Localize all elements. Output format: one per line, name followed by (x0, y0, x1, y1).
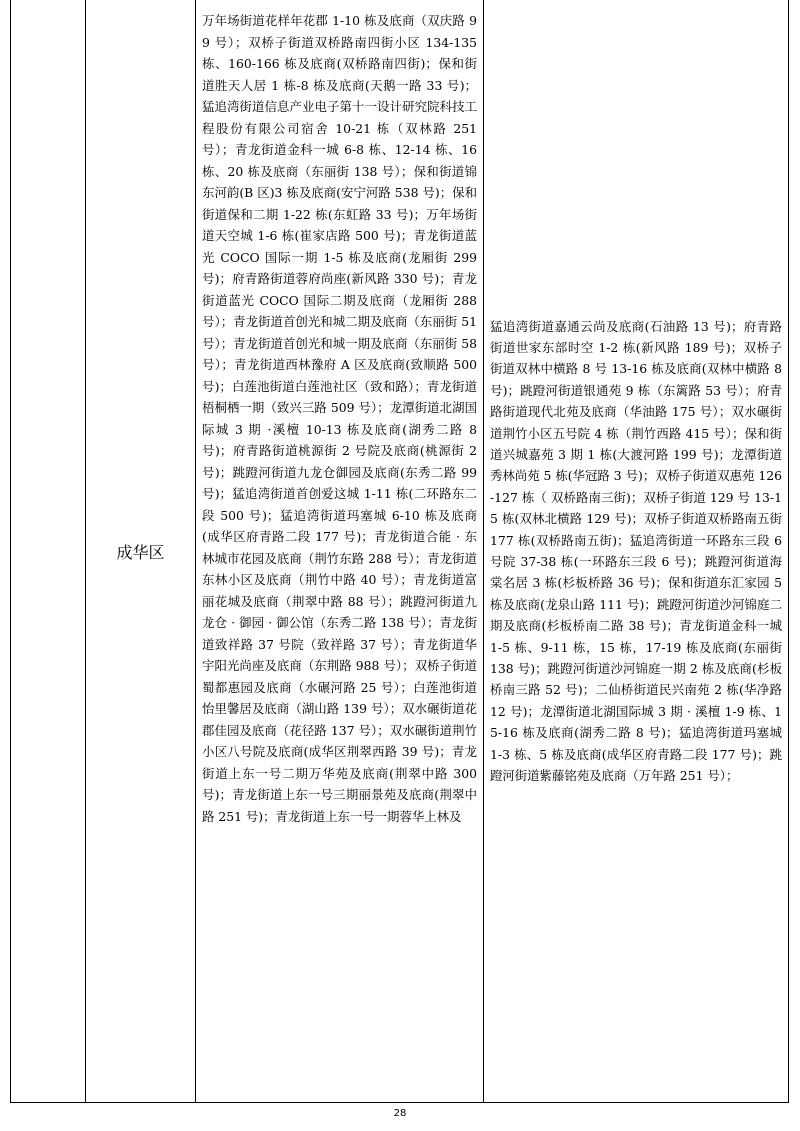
community-list-cell-2 (484, 0, 788, 1102)
community-list-text-1: 万年场街道花样年花郡 1-10 栋及底商（双庆路 99 号）；双桥子街道双桥路南四街小区 134-135 栋、160-166 栋及底商(双桥路南四街)；保和街道胜天人居 1 栋-8 栋及底商(天鹅一路 33 号)；猛追湾街道信息产业电子第十一设计研究院科技工程股份有限公司宿舍 10-21 栋（双林路 251 号）；青龙街道金科一城 6-8 栋、12-14 栋、16 栋、20 栋及底商（东丽街 138 号）；保和街道锦东河韵(B 区)3 栋及底商(安宁河路 538 号)；保和街道保和二期 1-22 栋(东虹路 33 号)；万年场街道天空城 1-6 栋(崔家店路 500 号)；青龙街道蓝光 COCO 国际一期 1-5 栋及底商(龙厢街 299 号)；府青路街道蓉府尚座(新风路 330 号)；青龙街道蓝光 COCO 国际二期及底商（龙厢街 288 号）；青龙街道首创光和城二期及底商（东丽街 51 号）；青龙街道首创光和城一期及底商（东丽街 58 号）；青龙街道西林豫府 A 区及底商(致顺路 500 号)；白莲池街道白莲池社区（致和路）；青龙街道梧桐栖一期（致兴三路 509 号）；龙潭街道北湖国际城 3 期 ·溪檀 10-13 栋及底商(湖秀二路 8 号)；府青路街道桃源街 2 号院及底商(桃源街 2 号)；跳蹬河街道九龙仓御园及底商(东秀二路 99 号)；猛追湾街道首创爱这城 1-11 栋(二环路东二段 500 号)；猛追湾街道玛塞城 6-10 栋及底商(成华区府青路二段 177 号)；青龙街道合能 · 东林城市花园及底商（荆竹东路 288 号）；青龙街道东林小区及底商（荆竹中路 40 号）；青龙街道富丽花城及底商（荆翠中路 88 号）；跳蹬河街道九龙仓 · 御园 · 御公馆（东秀二路 138 号）；青龙街道致祥路 37 号院（致祥路 37 号）；青龙街道华宇阳光尚座及底商（东荆路 988 号）；双桥子街道蜀都惠园及底商（水碾河路 25 号）；白莲池街道怡里馨居及底商（湖山路 139 号）；双水碾街道花郡佳园及底商（花径路 137 号）；双水碾街道荆竹小区八号院及底商(成华区荆翠西路 39 号)；青龙街道上东一号二期万华苑及底商(荆翠中路 300 号)；青龙街道上东一号三期丽景苑及底商(荆翠中路 251 号)；青龙街道上东一号一期蓉华上林及 (202, 13, 477, 824)
community-list-text-2: 猛追湾街道嘉通云尚及底商(石油路 13 号)；府青路街道世家东部时空 1-2 栋(新风路 189 号)；双桥子街道双林中横路 8 号 13-16 栋及底商(双林中横路 8 号)；跳蹬河街道银通苑 9 栋（东篱路 53 号）；府青路街道现代北苑及底商（华油路 175 号）；双水碾街道荆竹小区五号院 4 栋（荆竹西路 415 号）；保和街道兴城嘉苑 3 期 1 栋(大渡河路 199 号)；龙潭街道秀林尚苑 5 栋(华冠路 3 号)；双桥子街道双惠苑 126-127 栋（ 双桥路南三街)；双桥子街道 129 号 13-15 栋(双林北横路 129 号)；双桥子街道双桥路南五街 177 栋(双桥路南五街)；猛追湾街道一环路东三段 6 号院 37-38 栋(一环路东三段 6 号)；跳蹬河街道海棠名居 3 栋(杉板桥路 36 号)；保和街道东汇家园 5 栋及底商(龙泉山路 111 号)；跳蹬河街道沙河锦庭二期及底商(杉板桥南二路 38 号)；青龙街道金科一城 1-5 栋、9-11 栋，15 栋，17-19 栋及底商(东丽街 138 号)；跳蹬河街道沙河锦庭一期 2 栋及底商(杉板桥南三路 52 号)；二仙桥街道民兴南苑 2 栋(华净路 12 号)；龙潭街道北湖国际城 3 期 · 溪檀 1-9 栋、15-16 栋及底商(湖秀二路 8 号)；猛追湾街道玛塞城 1-3 栋、5 栋及底商(成华区府青路二段 177 号)；跳蹬河街道紫藤铭苑及底商（万年路 251 号）； (490, 318, 782, 784)
page-number: 28 (393, 1108, 407, 1119)
community-list-cell-1 (196, 0, 484, 1102)
district-name: 成华区 (116, 542, 165, 562)
community-table (10, 0, 789, 1103)
index-column (11, 0, 86, 1102)
district-cell (86, 0, 196, 1102)
